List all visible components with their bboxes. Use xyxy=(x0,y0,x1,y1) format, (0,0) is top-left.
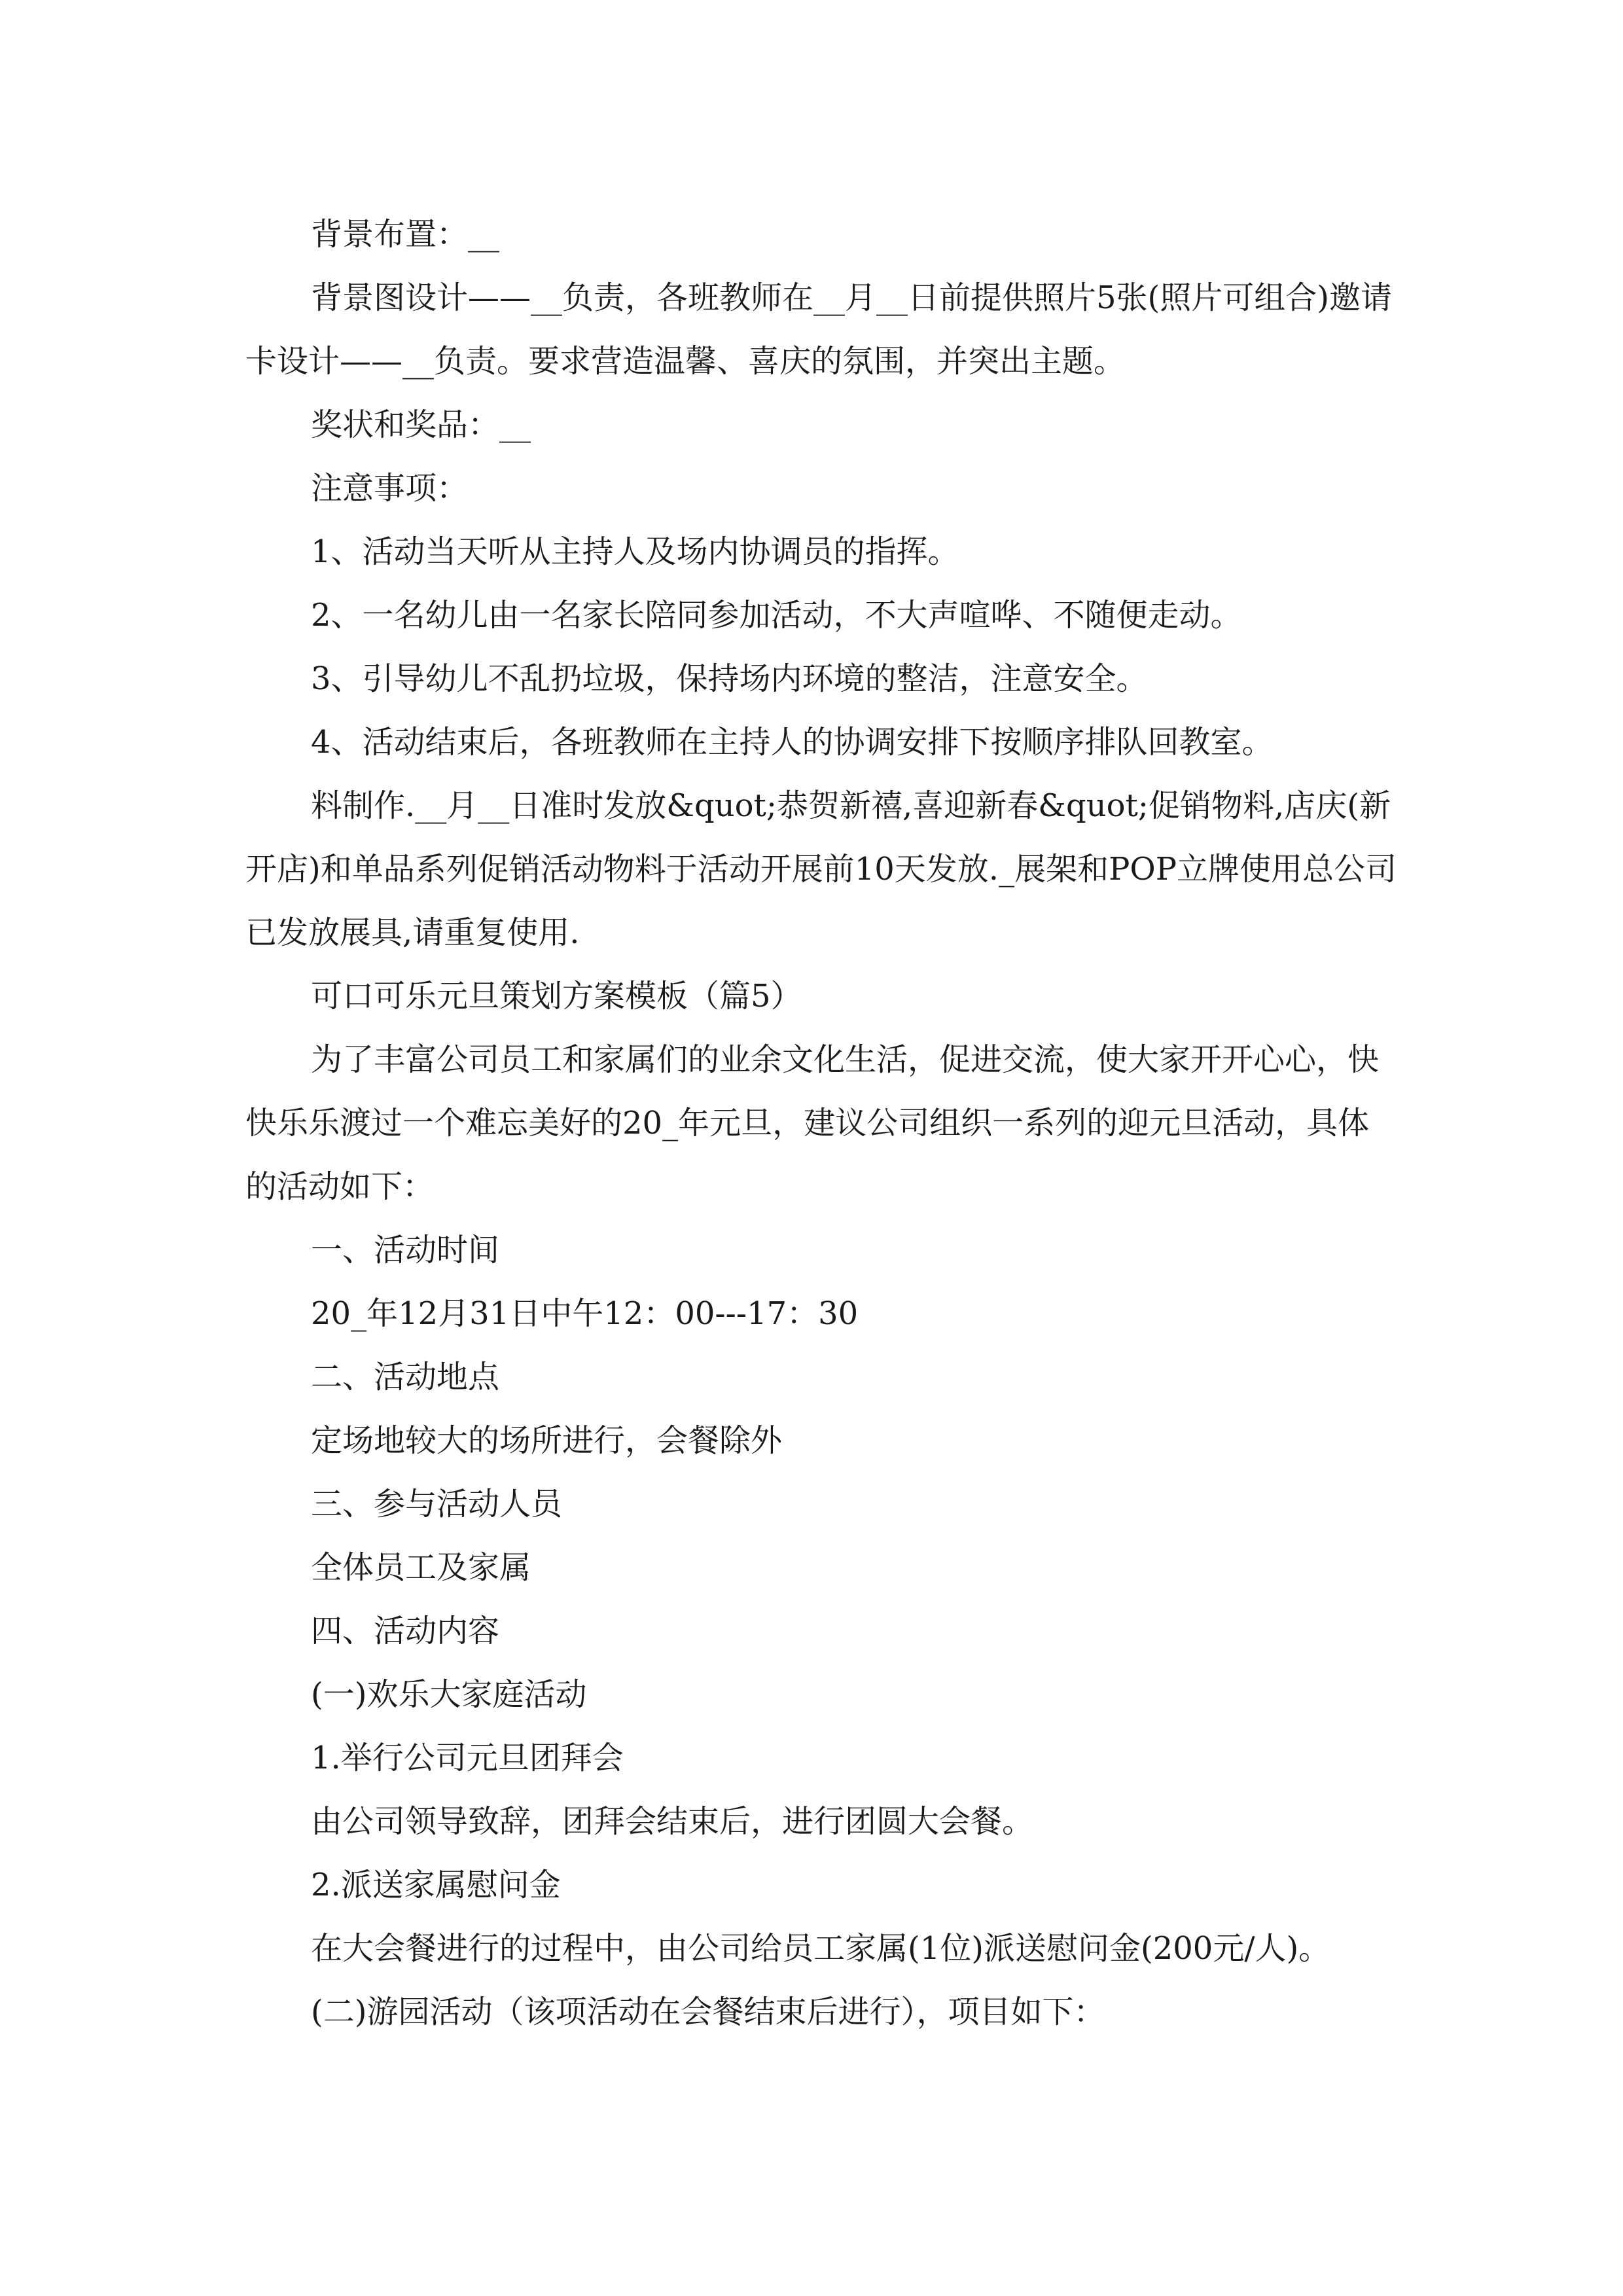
paragraph-note-2: 2、一名幼儿由一名家长陪同参加活动，不大声喧哗、不随便走动。 xyxy=(311,597,1242,634)
paragraph-background-setup: 背景布置：__ xyxy=(311,216,500,253)
heading-participants: 三、参与活动人员 xyxy=(311,1486,563,1522)
subheading-family-activity: (一)欢乐大家庭活动 xyxy=(311,1676,587,1713)
paragraph-background-design: 背景图设计——__负责，各班教师在__月__日前提供照片5张(照片可组合)邀请卡设计——__负责。要求营造温馨、喜庆的氛围，并突出主题。 xyxy=(245,279,1392,380)
paragraph-note-1: 1、活动当天听从主持人及场内协调员的指挥。 xyxy=(311,533,959,570)
heading-activity-time: 一、活动时间 xyxy=(311,1232,500,1268)
heading-activity-location: 二、活动地点 xyxy=(311,1359,500,1395)
paragraph-note-4: 4、活动结束后，各班教师在主持人的协调安排下按顺序排队回教室。 xyxy=(311,724,1274,761)
paragraph-materials: 料制作.__月__日准时发放&quot;恭贺新禧,喜迎新春&quot;促销物料,店庆(新开店)和单品系列促销活动物料于活动开展前10天发放._展架和POP立牌使用总公司已发放展具,请重复使用. xyxy=(245,787,1397,951)
paragraph-gathering-detail: 由公司领导致辞，团拜会结束后，进行团圆大会餐。 xyxy=(311,1803,1034,1840)
paragraph-note-3: 3、引导幼儿不乱扔垃圾，保持场内环境的整洁，注意安全。 xyxy=(311,660,1148,697)
item-family-allowance: 2.派送家属慰问金 xyxy=(311,1867,561,1903)
heading-activity-content: 四、活动内容 xyxy=(311,1613,500,1649)
paragraph-activity-location: 定场地较大的场所进行，会餐除外 xyxy=(311,1422,783,1459)
paragraph-notes-heading: 注意事项： xyxy=(311,470,469,507)
paragraph-participants: 全体员工及家属 xyxy=(311,1549,531,1586)
subheading-garden-activity: (二)游园活动（该项活动在会餐结束后进行），项目如下： xyxy=(311,1994,1105,2030)
paragraph-awards: 奖状和奖品：__ xyxy=(311,406,531,443)
section-title: 可口可乐元旦策划方案模板（篇5） xyxy=(311,978,802,1014)
paragraph-activity-time: 20_年12月31日中午12：00---17：30 xyxy=(311,1295,859,1332)
paragraph-intro: 为了丰富公司员工和家属们的业余文化生活，促进交流，使大家开开心心，快快乐乐渡过一个难忘美好的20_年元旦，建议公司组织一系列的迎元旦活动，具体的活动如下： xyxy=(245,1041,1380,1205)
document-body xyxy=(245,203,1397,2044)
paragraph-allowance-detail: 在大会餐进行的过程中，由公司给员工家属(1位)派送慰问金(200元/人)。 xyxy=(311,1930,1330,1967)
item-new-year-gathering: 1.举行公司元旦团拜会 xyxy=(311,1740,624,1776)
